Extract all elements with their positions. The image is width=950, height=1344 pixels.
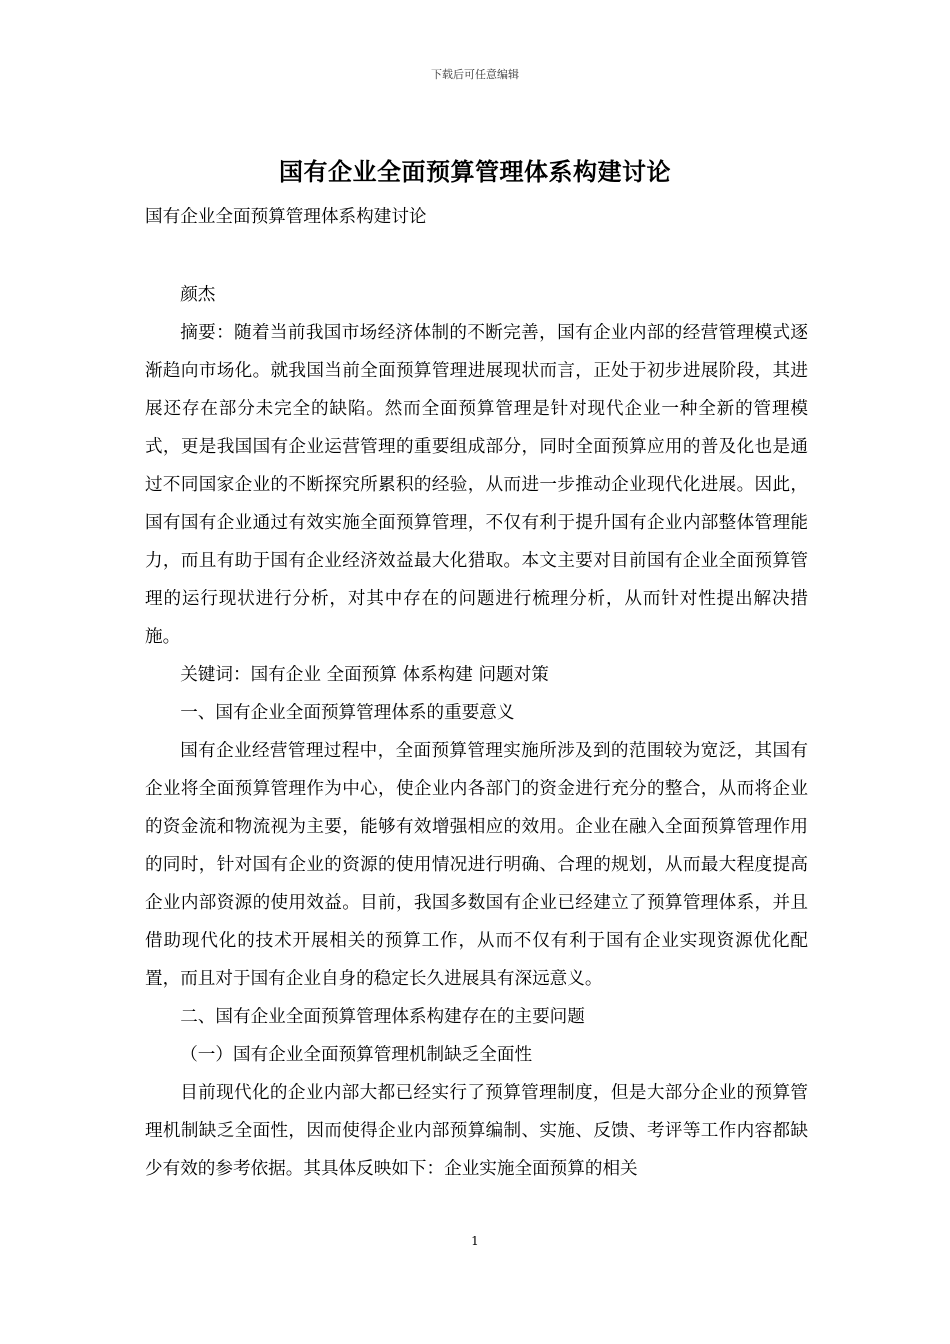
subsection-1-paragraph: 目前现代化的企业内部大都已经实行了预算管理制度，但是大部分企业的预算管理机制缺乏全面性，因而使得企业内部预算编制、实施、反馈、考评等工作内容都缺少有效的参考依据。其具体反映如下：企业实施全面预算的相关: [145, 1083, 808, 1179]
section-heading-2: 二、国有企业全面预算管理体系构建存在的主要问题: [180, 1007, 585, 1027]
abstract-paragraph: 摘要：随着当前我国市场经济体制的不断完善，国有企业内部的经营管理模式逐渐趋向市场化。就我国当前全面预算管理进展现状而言，正处于初步进展阶段，其进展还存在部分未完全的缺陷。然而全面预算管理是针对现代企业一种全新的管理模式，更是我国国有企业运营管理的重要组成部分，同时全面预算应用的普及化也是通过不同国家企业的不断探究所累积的经验，从而进一步推动企业现代化进展。因此，国有国有企业通过有效实施全面预算管理，不仅有利于提升国有企业内部整体管理能力，而且有助于国有企业经济效益最大化猎取。本文主要对目前国有企业全面预算管理的运行现状进行分析，对其中存在的问题进行梳理分析，从而针对性提出解决措施。: [145, 323, 808, 647]
page-number: 1: [471, 1234, 479, 1248]
document-title: 国有企业全面预算管理体系构建讨论: [279, 158, 671, 186]
document-body: [145, 198, 808, 1188]
author-name: 颜杰: [180, 285, 216, 305]
keywords-line: 关键词：国有企业 全面预算 体系构建 问题对策: [180, 665, 549, 685]
section-1-paragraph: 国有企业经营管理过程中，全面预算管理实施所涉及到的范围较为宽泛，其国有企业将全面预算管理作为中心，使企业内各部门的资金进行充分的整合，从而将企业的资金流和物流视为主要，能够有效增强相应的效用。企业在融入全面预算管理作用的同时，针对国有企业的资源的使用情况进行明确、合理的规划，从而最大程度提高企业内部资源的使用效益。目前，我国多数国有企业已经建立了预算管理体系，并且借助现代化的技术开展相关的预算工作，从而不仅有利于国有企业实现资源优化配置，而且对于国有企业自身的稳定长久进展具有深远意义。: [145, 741, 808, 989]
document-subtitle: 国有企业全面预算管理体系构建讨论: [145, 207, 427, 227]
section-heading-1: 一、国有企业全面预算管理体系的重要意义: [180, 703, 515, 723]
header-note: 下载后可任意编辑: [431, 68, 519, 81]
subsection-heading-1: （一）国有企业全面预算管理机制缺乏全面性: [180, 1045, 533, 1065]
